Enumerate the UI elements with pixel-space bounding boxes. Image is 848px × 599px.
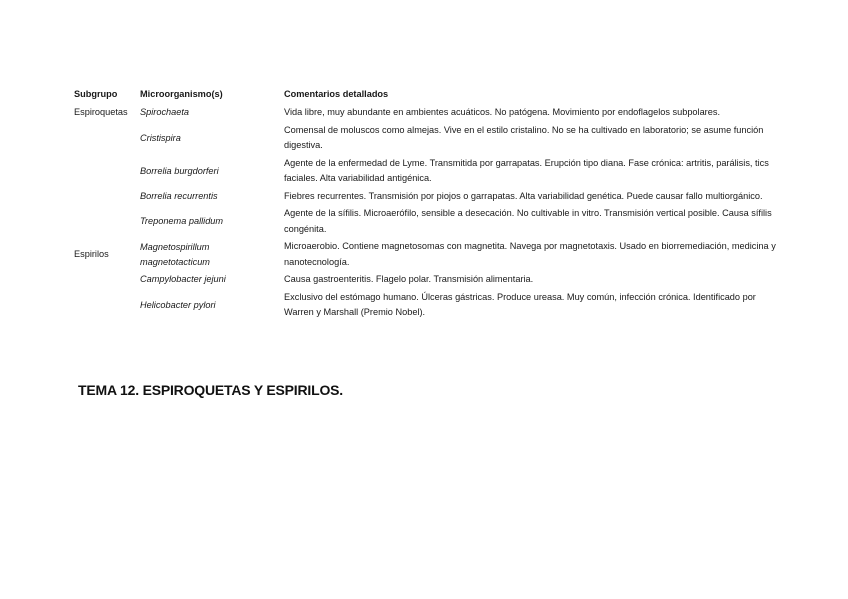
- cell-organism: Spirochaeta: [140, 107, 190, 118]
- cell-comment: Vida libre, muy abundante en ambientes acuáticos. No patógena. Movimiento por endoflagelos subpolares.: [284, 107, 721, 117]
- table-row: [72, 238, 778, 271]
- cell-subgroup: [72, 155, 138, 188]
- cell-organism: Borrelia recurrentis: [140, 190, 218, 201]
- section-title: TEMA 12. ESPIROQUETAS Y ESPIRILOS.: [78, 382, 343, 398]
- cell-comment: Comensal de moluscos como almejas. Vive en el estilo cristalino. No se ha cultivado en laboratorio; se asume función digestiva.: [284, 124, 764, 150]
- cell-subgroup: Espiroquetas: [74, 107, 128, 118]
- table-row: [72, 104, 778, 122]
- table-row: [72, 155, 778, 188]
- cell-subgroup: [72, 289, 138, 322]
- cell-comment: Microaerobio. Contiene magnetosomas con magnetita. Navega por magnetotaxis. Usado en biorremediación, medicina y nanotecnología.: [284, 241, 776, 267]
- table-row: [72, 188, 778, 206]
- table-row: [72, 289, 778, 322]
- cell-comment: Fiebres recurrentes. Transmisión por piojos o garrapatas. Alta variabilidad genética. Puede causar fallo multiorgánico.: [284, 190, 763, 201]
- cell-organism: Helicobacter pylori: [140, 299, 216, 310]
- table-row: [72, 271, 778, 289]
- header-subgroup: Subgrupo: [74, 88, 118, 99]
- cell-comment: Agente de la sífilis. Microaerófilo, sensible a desecación. No cultivable in vitro. Transmisión vertical posible. Causa sífilis congénita.: [284, 208, 772, 234]
- cell-subgroup: Espirilos: [74, 249, 109, 259]
- table-header-row: [72, 86, 778, 104]
- header-comments: Comentarios detallados: [284, 88, 389, 99]
- header-organism: Microorganismo(s): [140, 88, 223, 99]
- table-row: [72, 205, 778, 238]
- cell-organism: Magnetospirillum magnetotacticum: [140, 241, 210, 267]
- cell-comment: Exclusivo del estómago humano. Úlceras gástricas. Produce ureasa. Muy común, infección crónica. Identificado por Warren y Marshall (Premio Nobel).: [284, 291, 756, 317]
- cell-organism: Campylobacter jejuni: [140, 274, 226, 285]
- cell-organism: Borrelia burgdorferi: [140, 165, 219, 176]
- cell-comment: Causa gastroenteritis. Flagelo polar. Transmisión alimentaria.: [284, 274, 534, 284]
- cell-organism: Treponema pallidum: [140, 216, 224, 226]
- microorganism-table: [72, 86, 778, 322]
- cell-subgroup: [72, 271, 138, 289]
- cell-subgroup: [72, 122, 138, 155]
- cell-subgroup: [72, 205, 138, 238]
- cell-comment: Agente de la enfermedad de Lyme. Transmitida por garrapatas. Erupción tipo diana. Fase crónica: artritis, parálisis, tics faciales. Alta variabilidad antigénica.: [284, 157, 769, 183]
- cell-organism: Cristispira: [140, 132, 181, 143]
- cell-subgroup: [72, 188, 138, 206]
- table-row: [72, 122, 778, 155]
